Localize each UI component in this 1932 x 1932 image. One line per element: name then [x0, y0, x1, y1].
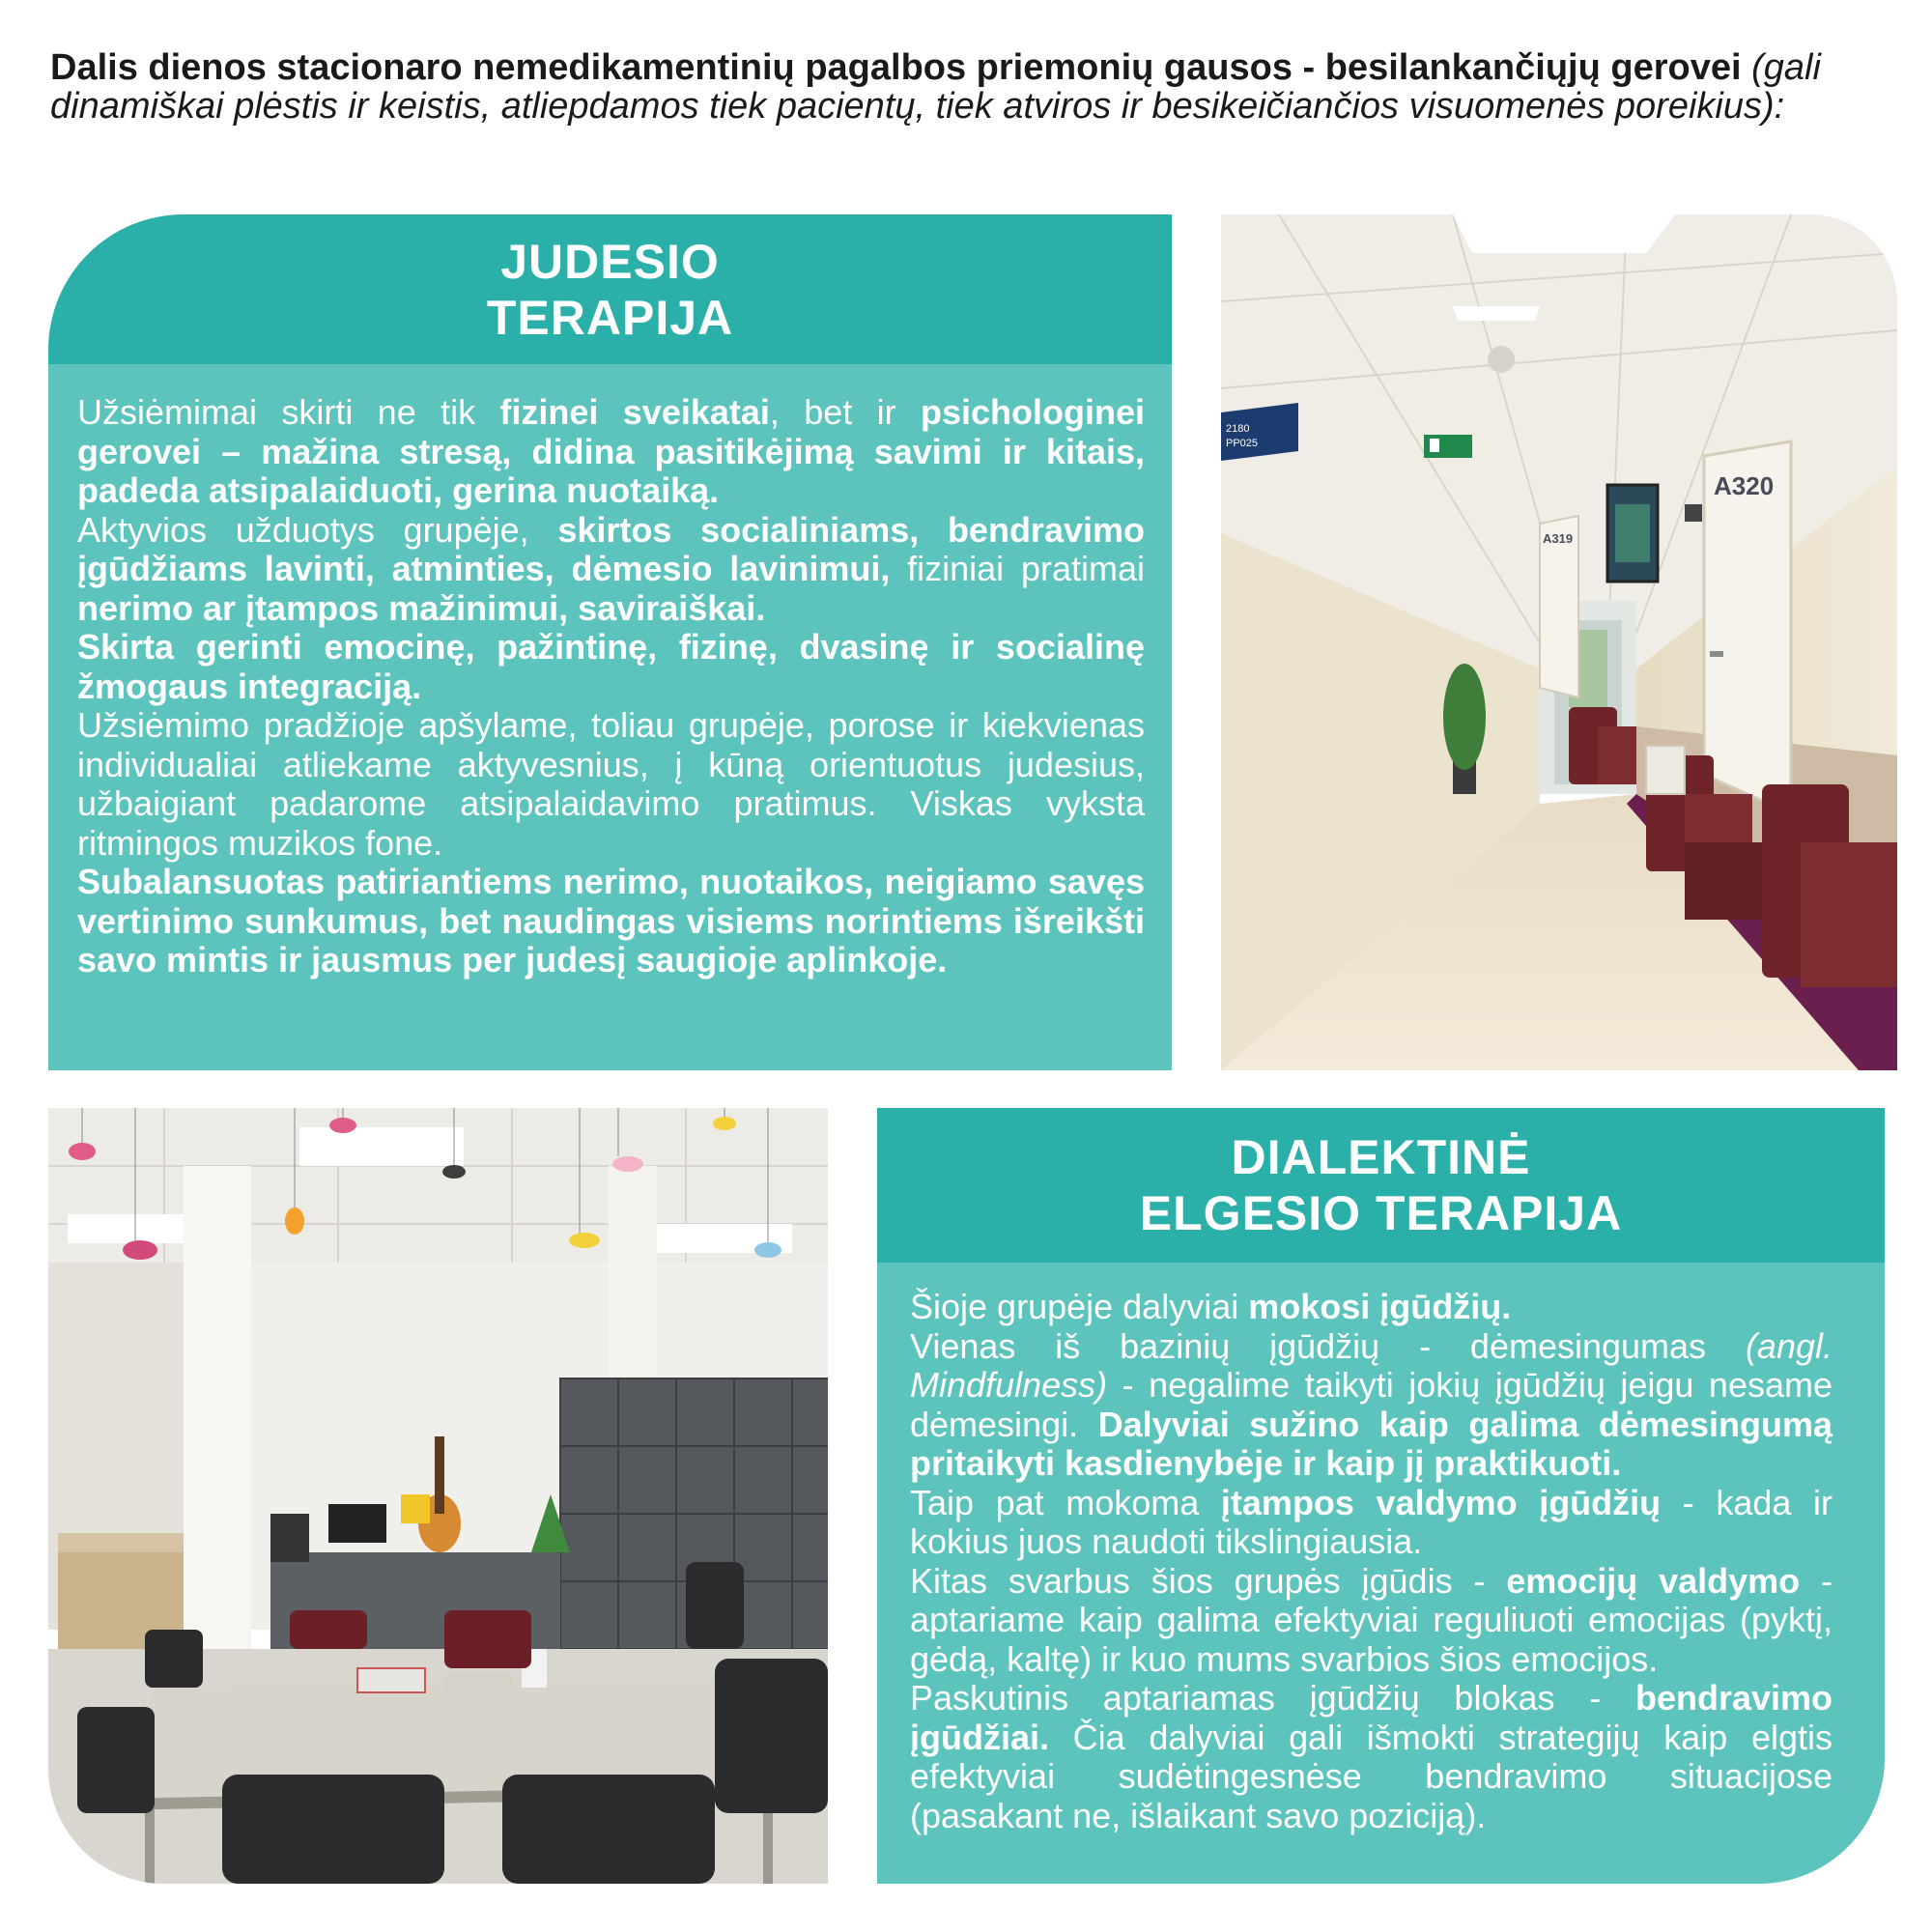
intro-italic: (gali dinamiškai plėstis ir keistis, atliepdamos tiek pacientų, tiek atviros ir besikeičiančios visuomenės poreikius): [50, 47, 1821, 127]
room-sign-a320: A320 [1714, 471, 1775, 500]
bold-text: Subalansuotas patiriantiems nerimo, nuotaikos, neigiamo savęs vertinimo sunkumus, bet naudingas visiems norintiems išreikšti savo mintis ir jausmus per judesį saugioje aplinkoje. [77, 862, 1145, 980]
bold-text: skirtos socialiniams, bendravimo įgūdžiams lavinti, atminties, dėmesio lavinimui, [77, 509, 1145, 588]
italic-text: (angl. Mindfulness) [910, 1325, 1833, 1405]
intro-bold: Dalis dienos stacionaro nemedikamentinių pagalbos priemonių gausos - besilankančiųjų gerovei [50, 47, 1742, 88]
room-sign-a319: A319 [1543, 531, 1574, 546]
text-run: - negalime taikyti jokių įgūdžių jeigu nesame dėmesingi. [910, 1365, 1833, 1444]
bold-text: psichologinei gerovei – mažina stresą, didina pasitikėjimą savimi ir kitais, padeda atsipalaiduoti, gerina nuotaiką. [77, 392, 1145, 510]
paragraph [77, 511, 1145, 629]
bold-text: nerimo ar įtampos mažinimui, saviraiškai. [77, 587, 766, 628]
text-run: Aktyvios užduotys grupėje, [77, 509, 558, 550]
paragraph [910, 1562, 1833, 1680]
paragraph [910, 1484, 1833, 1562]
text-run: Užsiėmimai skirti ne tik [77, 392, 500, 432]
bold-text: įtampos valdymo įgūdžių [1220, 1482, 1662, 1522]
paragraph [77, 706, 1145, 863]
monitor-line-2: PP025 [1226, 438, 1259, 449]
paragraph [77, 628, 1145, 706]
bold-text: bendravimo įgūdžiai. [910, 1678, 1833, 1757]
bold-text: Skirta gerinti emocinę, pažintinę, fizinę, dvasinę ir socialinę žmogaus integraciją. [77, 627, 1145, 706]
title-line-2: ELGESIO TERAPIJA [1139, 1186, 1623, 1240]
text-run: fiziniai pratimai [890, 549, 1145, 588]
text-run: Kitas svarbus šios grupės įgūdis - [910, 1560, 1507, 1601]
text-run: Taip pat mokoma [910, 1482, 1221, 1522]
text-run: Paskutinis aptariamas įgūdžių blokas - [910, 1678, 1635, 1718]
paragraph [77, 863, 1145, 980]
dbt-title [877, 1108, 1885, 1263]
movement-therapy-body [48, 364, 1172, 1070]
title-line-2: TERAPIJA [486, 290, 734, 345]
dbt-body [877, 1263, 1885, 1884]
text-run: Užsiėmimo pradžioje apšylame, toliau grupėje, porose ir kiekvienas individualiai atliekame aktyvesnius, į kūną orientuotus judesius, užbaigiant padarome atsipalaidavimo pratimus. Viskas vyksta ritmingos muzikos fone. [77, 705, 1145, 863]
text-run: Šioje grupėje dalyviai [910, 1287, 1249, 1326]
paragraph [910, 1288, 1833, 1327]
text-run: - aptariame kaip galima efektyviai reguliuoti emocijas (pyktį, gėdą, kaltę) ir kuo mums svarbios šios emocijos. [910, 1560, 1833, 1679]
bold-text: Dalyviai sužino kaip galima dėmesingumą pritaikyti kasdienybėje ir kaip jį praktikuoti. [910, 1404, 1833, 1483]
text-run: , bet ir [769, 392, 921, 432]
text-run: Vienas iš bazinių įgūdžių - dėmesingumas [910, 1325, 1746, 1366]
corridor-photo [1221, 214, 1897, 1070]
movement-therapy-title [48, 214, 1172, 364]
activity-room-illustration [48, 1108, 828, 1884]
activity-room-photo [48, 1108, 828, 1884]
dbt-card [877, 1108, 1885, 1884]
title-line-1: DIALEKTINĖ [1231, 1130, 1531, 1184]
bold-text: mokosi įgūdžių. [1248, 1287, 1512, 1326]
paragraph [910, 1327, 1833, 1484]
intro-text [50, 48, 1886, 126]
monitor-line-1: 2180 [1226, 423, 1250, 435]
paragraph [910, 1679, 1833, 1835]
bold-text: emocijų valdymo [1506, 1560, 1801, 1601]
bold-text: fizinei sveikatai [499, 392, 770, 432]
title-line-1: JUDESIO [500, 234, 720, 289]
corridor-illustration [1221, 214, 1897, 1070]
text-run: - kada ir kokius juos naudoti tikslingiausia. [910, 1482, 1833, 1561]
movement-therapy-card [48, 214, 1172, 1070]
text-run: Čia dalyviai gali išmokti strategijų kaip elgtis efektyviai sudėtingesnėse bendravimo situacijose (pasakant ne, išlaikant savo poziciją). [910, 1717, 1833, 1835]
paragraph [77, 393, 1145, 511]
